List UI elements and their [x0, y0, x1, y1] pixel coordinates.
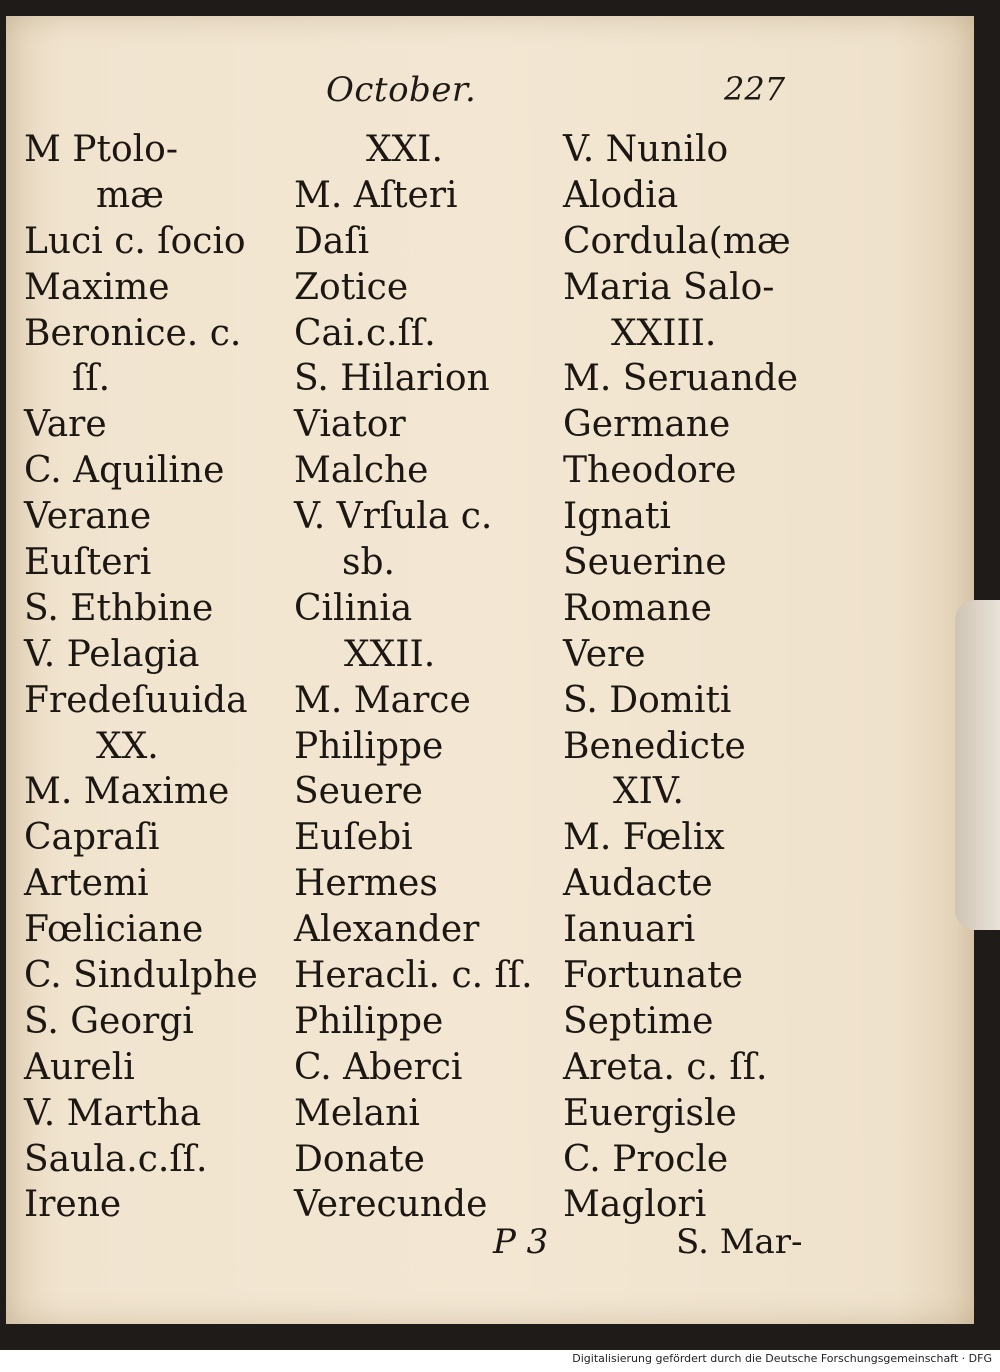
calendar-entry: ſſ.: [72, 358, 111, 400]
calendar-entry: Daſi: [294, 220, 370, 262]
calendar-column-2: [294, 127, 533, 1228]
calendar-entry: XXI.: [366, 129, 443, 170]
calendar-entry: C. Sindulphe: [24, 955, 258, 997]
calendar-entry: Melani: [294, 1092, 420, 1134]
calendar-entry: Benedicte: [563, 725, 746, 767]
calendar-entry: Donate: [294, 1138, 425, 1180]
calendar-entry: Seuere: [294, 771, 423, 813]
calendar-entry: M Ptolo-: [24, 129, 179, 170]
calendar-entry: Fortunate: [563, 955, 743, 997]
calendar-entry: Maxime: [24, 266, 170, 308]
calendar-entry: Capraſi: [24, 817, 160, 859]
calendar-entry: sb.: [342, 542, 395, 584]
calendar-entry: Zotice: [294, 266, 409, 308]
calendar-entry: Fredeſuuida: [24, 679, 248, 721]
calendar-entry: V. Nunilo: [563, 129, 729, 170]
calendar-entry: C. Procle: [563, 1138, 729, 1180]
calendar-entry: Alodia: [563, 174, 679, 216]
calendar-entry: S. Georgi: [24, 1000, 194, 1042]
calendar-entry: Euergisle: [563, 1092, 737, 1134]
calendar-entry: Areta. c. ſſ.: [563, 1046, 768, 1088]
calendar-entry: Philippe: [294, 725, 444, 767]
calendar-entry: Irene: [24, 1184, 122, 1226]
calendar-entry: V. Martha: [24, 1092, 202, 1134]
calendar-entry: XX.: [96, 725, 159, 767]
calendar-entry: Vere: [563, 633, 646, 675]
calendar-entry: Euſteri: [24, 542, 152, 584]
calendar-entry: mæ: [96, 174, 164, 216]
calendar-entry: Aureli: [24, 1046, 135, 1088]
calendar-entry: Maglori: [563, 1184, 707, 1226]
digitization-credit: Digitalisierung gefördert durch die Deutsche Forschungsgemeinschaft · DFG: [572, 1352, 992, 1365]
calendar-entry: Audacte: [563, 863, 713, 905]
calendar-entry: Ignati: [563, 496, 671, 538]
calendar-entry: M. Maxime: [24, 771, 230, 813]
calendar-entry: V. Vrſula c.: [294, 496, 493, 538]
calendar-entry: Romane: [563, 587, 712, 629]
calendar-entry: Ianuari: [563, 909, 696, 951]
calendar-entry: M. Seruande: [563, 358, 799, 400]
calendar-entry: Saula.c.ſſ.: [24, 1138, 208, 1180]
calendar-entry: Hermes: [294, 863, 438, 905]
calendar-entry: C. Aberci: [294, 1046, 463, 1088]
catchword: S. Mar-: [676, 1222, 803, 1262]
calendar-entry: Euſebi: [294, 817, 413, 859]
calendar-entry: Germane: [563, 404, 731, 446]
calendar-entry: Philippe: [294, 1000, 444, 1042]
calendar-entry: Beronice. c.: [24, 312, 242, 354]
calendar-entry: XXII.: [344, 633, 436, 675]
calendar-entry: Vare: [24, 404, 107, 446]
calendar-entry: Artemi: [24, 863, 149, 905]
calendar-entry: Cordula(mæ: [563, 220, 791, 262]
calendar-entry: M. Marce: [294, 679, 471, 721]
calendar-entry: Septime: [563, 1000, 714, 1042]
page-number: 227: [724, 70, 786, 108]
calendar-entry: Fœliciane: [24, 909, 204, 951]
calendar-entry: Verecunde: [294, 1184, 488, 1226]
calendar-entry: Alexander: [294, 909, 480, 951]
calendar-entry: C. Aquiline: [24, 450, 225, 492]
calendar-entry: Malche: [294, 450, 429, 492]
calendar-entry: M. Aſteri: [294, 174, 458, 216]
calendar-entry: Viator: [294, 404, 406, 446]
calendar-entry: XIV.: [613, 771, 684, 813]
calendar-entry: M. Fœlix: [563, 817, 725, 859]
calendar-entry: Luci c. ſocio: [24, 220, 246, 262]
calendar-entry: Heracli. c. ſſ.: [294, 955, 533, 997]
calendar-entry: S. Domiti: [563, 679, 732, 721]
calendar-entry: Maria Salo-: [563, 266, 775, 308]
running-head: October.: [326, 70, 477, 110]
calendar-column-3: [563, 127, 798, 1228]
calendar-entry: Cai.c.ſſ.: [294, 312, 436, 354]
calendar-entry: V. Pelagia: [24, 633, 200, 675]
calendar-entry: Seuerine: [563, 542, 727, 584]
signature-mark: P 3: [493, 1222, 549, 1262]
calendar-entry: S. Hilarion: [294, 358, 490, 400]
calendar-entry: Cilinia: [294, 587, 413, 629]
calendar-entry: XXIII.: [611, 312, 717, 354]
calendar-column-1: [24, 127, 258, 1228]
calendar-entry: Verane: [24, 496, 152, 538]
calendar-entry: Theodore: [563, 450, 737, 492]
page-clip: [955, 600, 1000, 930]
calendar-entry: S. Ethbine: [24, 587, 214, 629]
